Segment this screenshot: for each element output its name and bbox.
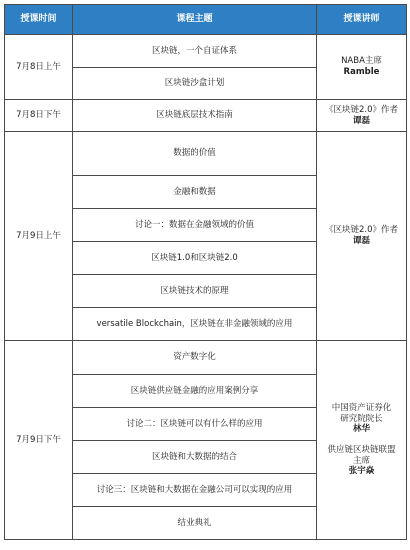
session-time: 7月9日上午	[5, 132, 73, 341]
table-row	[5, 100, 407, 132]
speaker-title: 供应链区块链联盟	[327, 445, 396, 455]
topic-cell: 金融和数据	[73, 176, 317, 209]
topic-cell: 区块链，一个自证体系	[73, 35, 317, 68]
speaker-cell	[317, 132, 407, 341]
topic-cell: 区块链底层技术指南	[73, 100, 317, 132]
header-row	[5, 5, 407, 35]
session-time: 7月9日下午	[5, 341, 73, 540]
topic-cell: 区块链1.0和区块链2.0	[73, 242, 317, 275]
table-row	[5, 35, 407, 68]
speaker-title: 主席	[352, 455, 370, 466]
topic-cell: 区块链技术的原理	[73, 275, 317, 308]
speaker-gap	[319, 435, 404, 445]
speaker-title: NABA主席	[341, 56, 382, 67]
speaker-title: 研究院院长	[340, 413, 383, 424]
topic-cell: 区块链和大数据的结合	[73, 441, 317, 474]
session-time: 7月8日下午	[5, 100, 73, 132]
topic-cell: 数据的价值	[73, 132, 317, 176]
topic-cell: 讨论二：区块链可以有什么样的应用	[73, 408, 317, 441]
speaker-cell	[317, 100, 407, 132]
session-time: 7月8日上午	[5, 35, 73, 100]
speaker-title: 《区块链2.0》作者	[324, 225, 399, 236]
topic-cell: 讨论三：区块链和大数据在金融公司可以实现的应用	[73, 474, 317, 507]
speaker-cell	[317, 35, 407, 100]
topic-cell: versatile Blockchain，区块链在非金融领域的应用	[73, 308, 317, 341]
topic-cell: 区块链沙盒计划	[73, 68, 317, 100]
table-row	[5, 341, 407, 375]
header-time: 授课时间	[5, 5, 73, 35]
speaker-name: 谭磊	[352, 236, 370, 246]
topic-cell: 区块链供应链金融的应用案例分享	[73, 375, 317, 408]
schedule-table	[4, 4, 407, 540]
speaker-title: 《区块链2.0》作者	[324, 104, 399, 115]
speaker-name: 张宇焱	[348, 466, 375, 477]
table-row	[5, 132, 407, 176]
speaker-name: 谭磊	[352, 115, 370, 126]
speaker-name: Ramble	[343, 67, 380, 77]
header-topic: 课程主题	[73, 5, 317, 35]
topic-cell: 结业典礼	[73, 507, 317, 540]
speaker-name: 林华	[352, 424, 370, 435]
speaker-cell	[317, 341, 407, 540]
topic-cell: 讨论一：数据在金融领域的价值	[73, 209, 317, 242]
topic-cell: 资产数字化	[73, 341, 317, 375]
speaker-title: 中国资产证券化	[331, 403, 392, 414]
header-speaker: 授课讲师	[317, 5, 407, 35]
